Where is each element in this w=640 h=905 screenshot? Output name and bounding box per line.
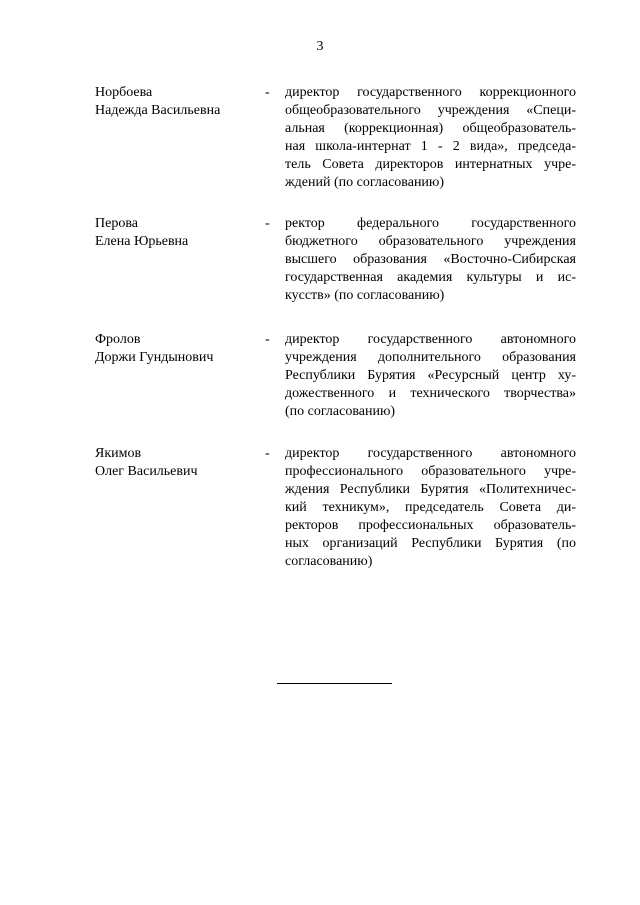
position-line: ректоров профессиональных образователь- [285, 518, 576, 533]
member-surname: Перова [95, 216, 138, 231]
member-name [95, 84, 255, 120]
member-position [285, 445, 576, 571]
member-position [285, 84, 576, 192]
dash-separator: - [265, 85, 270, 100]
position-line: директор государственного коррекционного [285, 85, 576, 100]
member-given-names: Елена Юрьевна [95, 234, 189, 249]
position-line: ректор федерального государственного [285, 216, 576, 231]
position-line: профессионального образовательного учре- [285, 464, 576, 479]
position-line: высшего образования «Восточно-Сибирская [285, 252, 576, 267]
member-surname: Фролов [95, 332, 141, 347]
member-given-names: Доржи Гундынович [95, 350, 214, 365]
position-line: общеобразовательного учреждения «Специ- [285, 103, 576, 118]
position-line: тель Совета директоров интернатных учре- [285, 157, 576, 172]
dash-separator: - [265, 332, 270, 347]
position-line: директор государственного автономного [285, 446, 576, 461]
position-line: Республики Бурятия «Ресурсный центр ху- [285, 368, 576, 383]
position-line: ждений (по согласованию) [285, 175, 445, 190]
page-number: 3 [316, 39, 324, 54]
position-line: ных организаций Республики Бурятия (по [285, 536, 576, 551]
dash-separator: - [265, 446, 270, 461]
position-line: ная школа-интернат 1 - 2 вида», председа- [285, 139, 576, 154]
member-name [95, 215, 255, 251]
member-given-names: Надежда Васильевна [95, 103, 221, 118]
member-given-names: Олег Васильевич [95, 464, 198, 479]
end-separator-line [277, 683, 392, 684]
member-position [285, 331, 576, 421]
position-line: альная (коррекционная) общеобразователь- [285, 121, 576, 136]
member-position [285, 215, 576, 305]
member-surname: Якимов [95, 446, 142, 461]
position-line: учреждения дополнительного образования [285, 350, 576, 365]
position-line: кусств» (по согласованию) [285, 288, 445, 303]
member-name [95, 445, 255, 481]
position-line: бюджетного образовательного учреждения [285, 234, 576, 249]
position-line: кий техникум», председатель Совета ди- [285, 500, 576, 515]
position-line: ждения Республики Бурятия «Политехничес- [285, 482, 576, 497]
position-line: согласованию) [285, 554, 373, 569]
position-line: (по согласованию) [285, 404, 396, 419]
dash-separator: - [265, 216, 270, 231]
position-line: директор государственного автономного [285, 332, 576, 347]
position-line: государственная академия культуры и ис- [285, 270, 576, 285]
member-name [95, 331, 255, 367]
member-surname: Норбоева [95, 85, 153, 100]
position-line: дожественного и технического творчества» [285, 386, 576, 401]
